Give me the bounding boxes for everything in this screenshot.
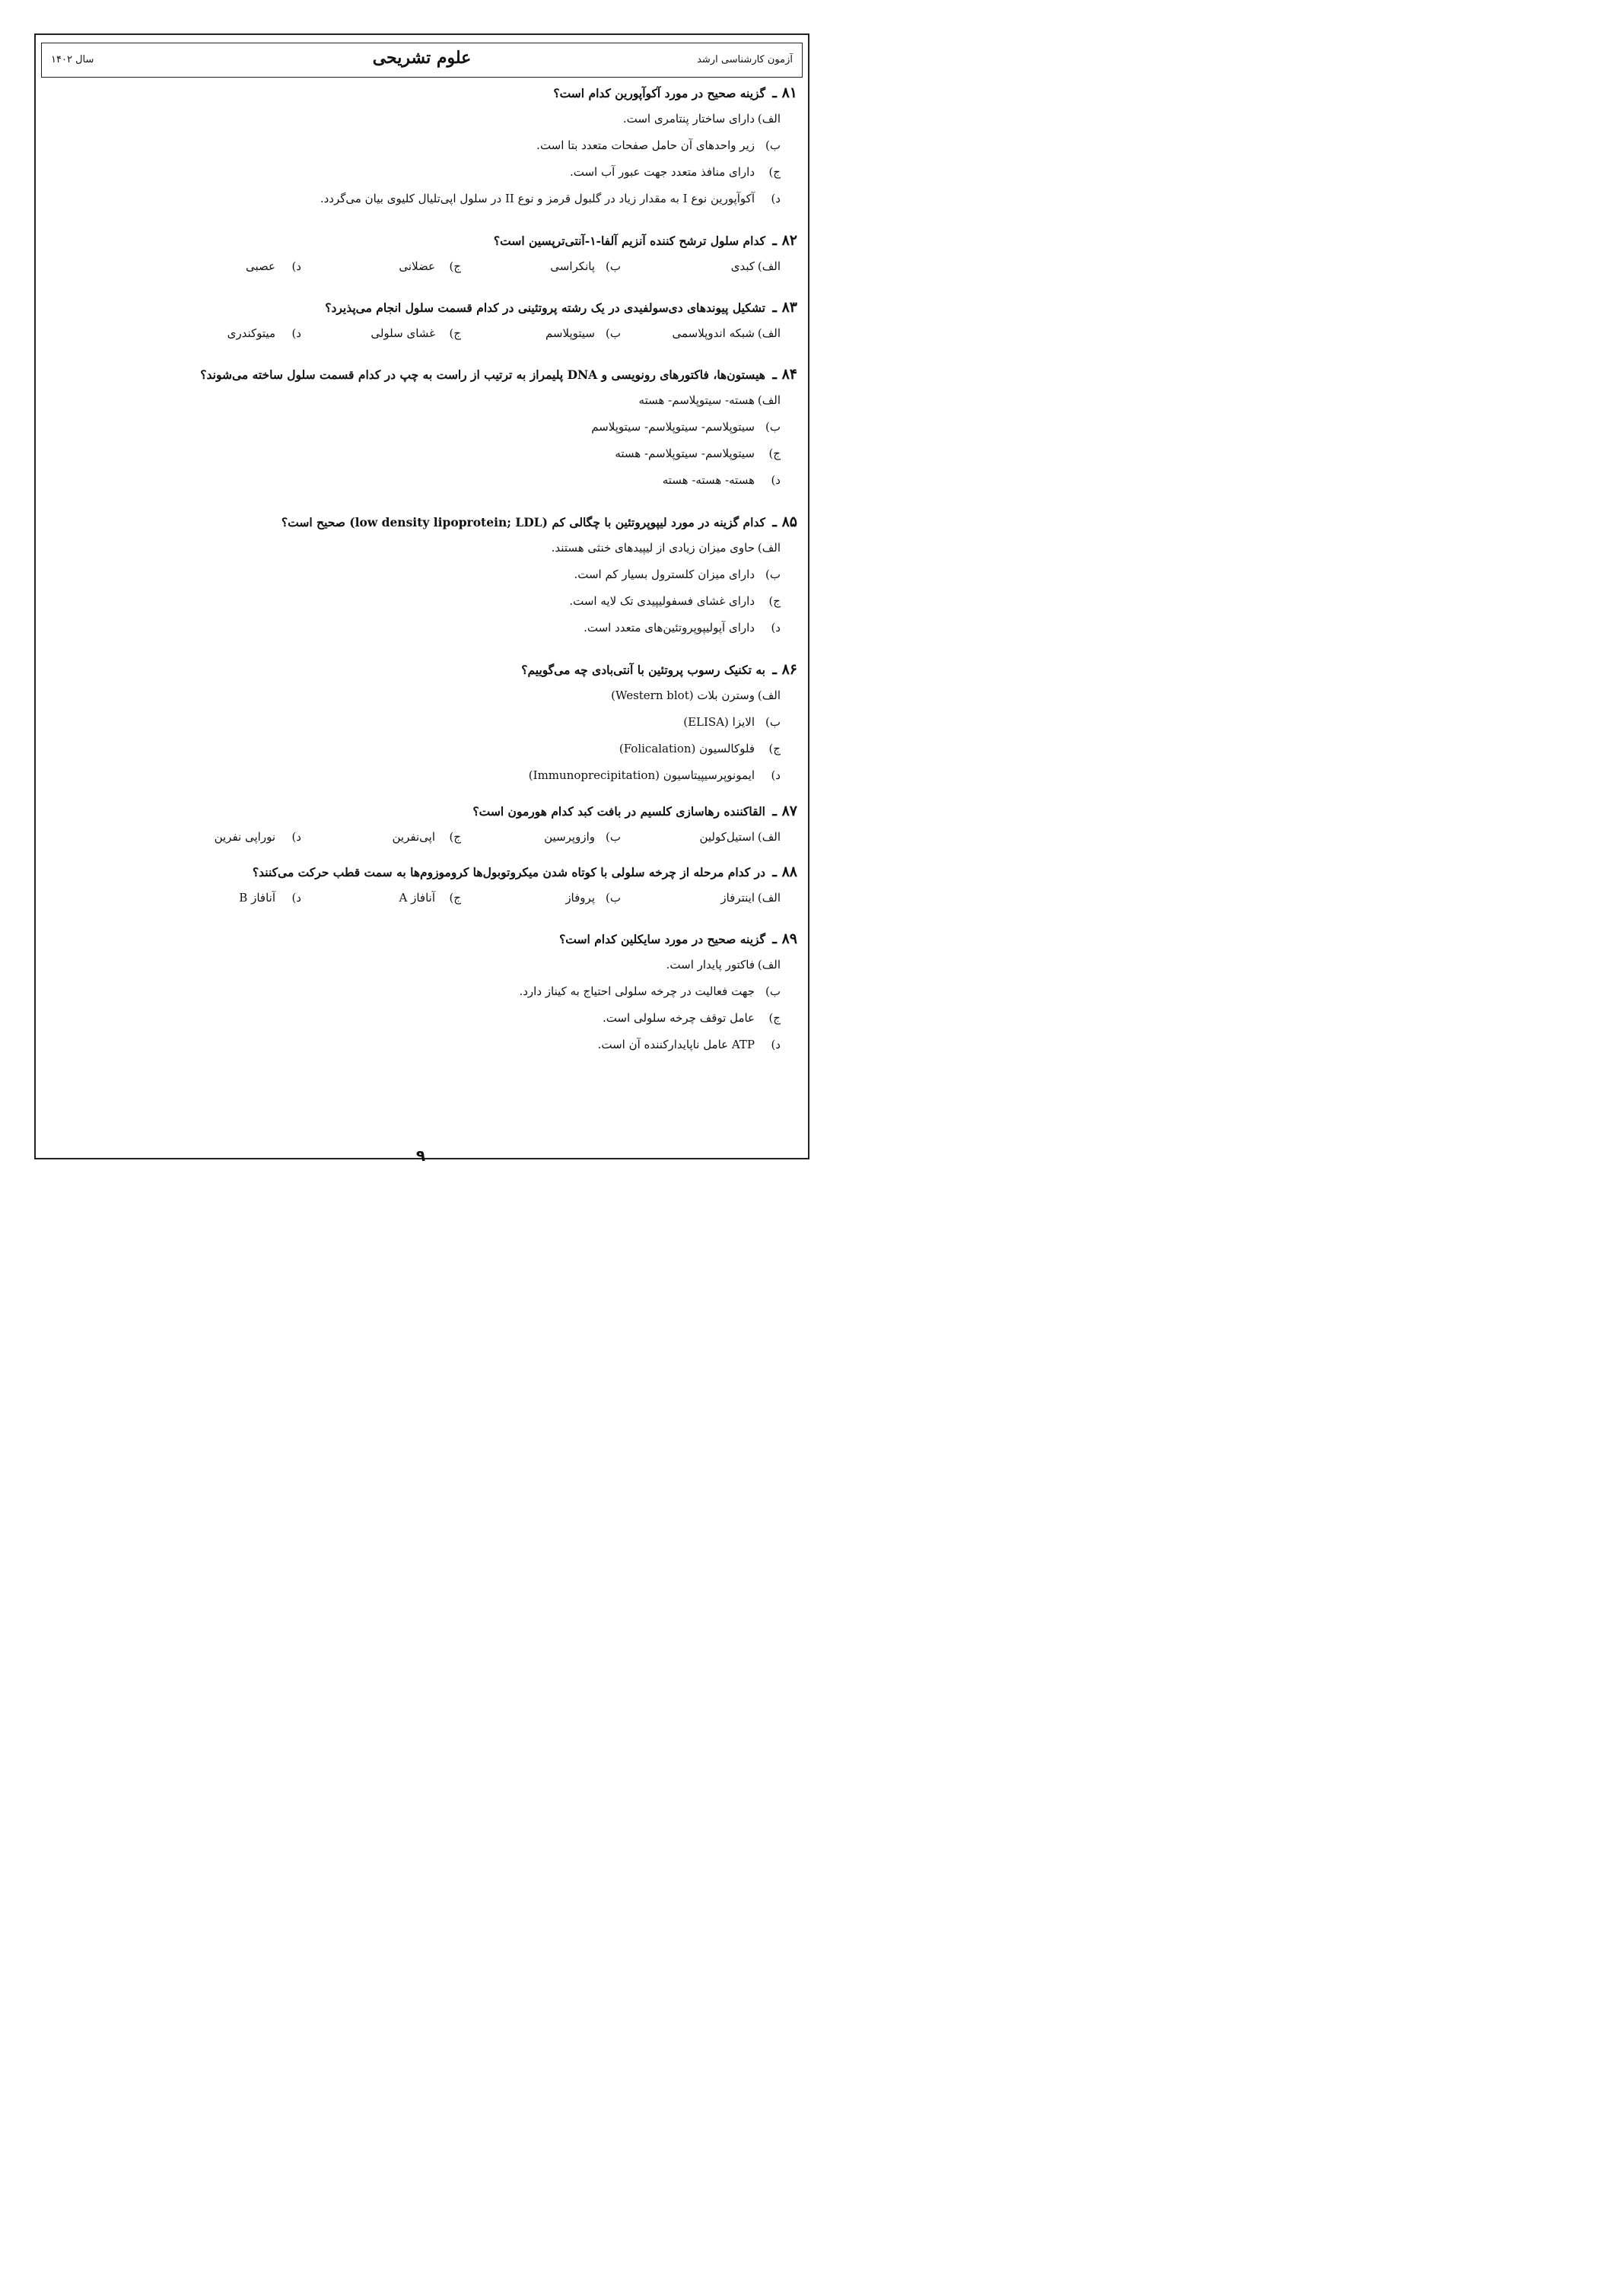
option-key: ج): [768, 594, 781, 608]
question-82: [46, 227, 797, 279]
option-key: ب): [765, 420, 781, 434]
option-key: د): [291, 259, 301, 273]
option-key: ب): [606, 830, 621, 844]
option-text: دارای ساختار پنتامری است.: [622, 112, 755, 126]
option-a: [621, 885, 781, 911]
option-c: [46, 736, 797, 762]
options-row: [46, 253, 797, 279]
option-key: ج): [449, 891, 461, 905]
question-text: گزینه صحیح در مورد آکوآپورین کدام است؟: [553, 86, 765, 100]
option-text: وسترن بلات (Western blot): [611, 688, 755, 702]
option-text: زیر واحدهای آن حامل صفحات متعدد بتا است.: [536, 138, 755, 152]
question-86: [46, 657, 797, 789]
option-c: [301, 824, 461, 850]
option-a: [46, 106, 797, 132]
option-d: [142, 253, 301, 279]
page-header: [41, 43, 803, 78]
option-key: د): [771, 192, 781, 205]
option-text: دارای منافذ متعدد جهت عبور آب است.: [569, 165, 755, 179]
exam-year: سال ۱۴۰۲: [51, 54, 94, 65]
option-key: ج): [449, 259, 461, 273]
question-stem: [46, 361, 797, 387]
option-c: [46, 588, 797, 615]
question-text: در کدام مرحله از چرخه سلولی با کوتاه شدن میکروتوبول‌ها کروموزوم‌ها به سمت قطب حرکت می‌کنند؟: [252, 865, 765, 879]
question-stem: [46, 798, 797, 824]
question-text: القاکننده رهاسازی کلسیم در بافت کبد کدام هورمون است؟: [472, 804, 765, 819]
option-key: د): [291, 891, 301, 905]
option-c: [301, 253, 461, 279]
option-text: جهت فعالیت در چرخه سلولی احتیاج به کیناز دارد.: [519, 984, 755, 998]
option-text: دارای غشای فسفولیپیدی تک لایه است.: [569, 594, 755, 608]
question-stem: [46, 926, 797, 952]
option-text: حاوی میزان زیادی از لیپیدهای خنثی هستند.: [551, 541, 755, 555]
option-key: ج): [768, 742, 781, 755]
question-81: [46, 80, 797, 212]
page-number: ۹: [415, 1146, 426, 1165]
option-text: الایزا (ELISA): [683, 715, 755, 729]
option-text: کبدی: [730, 259, 755, 273]
option-key: الف): [757, 259, 781, 273]
option-b: [46, 709, 797, 736]
question-text: به تکنیک رسوب پروتئین با آنتی‌بادی چه می‌گوییم؟: [521, 663, 765, 677]
options-row: [46, 320, 797, 346]
options-row: [46, 885, 797, 911]
option-key: د): [771, 768, 781, 782]
exam-name: آزمون کارشناسی ارشد: [697, 54, 793, 65]
question-88: [46, 859, 797, 911]
option-key: الف): [757, 541, 781, 555]
option-b: [461, 885, 621, 911]
questions-container: [46, 80, 797, 1058]
option-b: [461, 824, 621, 850]
option-a: [46, 682, 797, 709]
question-84: [46, 361, 797, 494]
option-key: د): [771, 1038, 781, 1051]
option-c: [301, 320, 461, 346]
option-key: ب): [606, 326, 621, 340]
option-a: [621, 253, 781, 279]
option-key: الف): [757, 326, 781, 340]
option-d: [142, 824, 301, 850]
option-c: [46, 440, 797, 467]
question-stem: [46, 294, 797, 320]
option-text: عصبی: [246, 259, 275, 273]
question-text: هیستون‌ها، فاکتورهای رونویسی و DNA پلیمراز به ترتیب از راست به چپ در کدام قسمت سلول ساخته می‌شوند؟: [200, 367, 765, 382]
option-text: عضلانی: [399, 259, 435, 273]
option-key: ج): [768, 447, 781, 460]
option-b: [46, 414, 797, 440]
subject-title: علوم تشریحی: [372, 48, 472, 68]
option-text: پروفاز: [565, 891, 595, 905]
option-d: [142, 885, 301, 911]
option-text: اپی‌نفرین: [392, 830, 435, 844]
question-83: [46, 294, 797, 346]
option-key: د): [291, 830, 301, 844]
option-key: ب): [765, 568, 781, 581]
option-text: سیتوپلاسم- سیتوپلاسم- هسته: [615, 447, 755, 460]
option-a: [621, 320, 781, 346]
question-number: ۸۱ ـ: [772, 84, 797, 101]
question-85: [46, 509, 797, 641]
footer-rule-left: [34, 1158, 390, 1159]
option-key: ب): [765, 138, 781, 152]
question-number: ۸۶ ـ: [772, 661, 797, 678]
footer-rule-right: [449, 1158, 809, 1159]
option-text: غشای سلولی: [371, 326, 435, 340]
option-key: ج): [449, 326, 461, 340]
option-b: [461, 253, 621, 279]
option-key: ج): [449, 830, 461, 844]
option-d: [46, 615, 797, 641]
option-text: اینترفاز: [720, 891, 755, 905]
option-key: د): [771, 621, 781, 634]
option-text: پانکراسی: [550, 259, 595, 273]
question-stem: [46, 227, 797, 253]
option-a: [46, 952, 797, 978]
option-text: سیتوپلاسم- سیتوپلاسم- سیتوپلاسم: [591, 420, 755, 434]
question-text: کدام گزینه در مورد لیپوپروتئین با چگالی کم (low density lipoprotein; LDL) صحیح است؟: [281, 515, 765, 529]
option-b: [46, 132, 797, 159]
option-key: د): [771, 473, 781, 487]
option-text: هسته- سیتوپلاسم- هسته: [638, 393, 755, 407]
option-text: دارای آپولیپوپروتئین‌های متعدد است.: [584, 621, 755, 634]
option-key: ب): [765, 715, 781, 729]
question-stem: [46, 657, 797, 682]
option-key: ج): [768, 1011, 781, 1025]
option-b: [461, 320, 621, 346]
question-stem: [46, 859, 797, 885]
question-stem: [46, 80, 797, 106]
option-text: فاکتور پایدار است.: [666, 958, 755, 972]
option-b: [46, 561, 797, 588]
option-a: [46, 535, 797, 561]
option-key: الف): [757, 112, 781, 126]
question-number: ۸۹ ـ: [772, 930, 797, 947]
question-89: [46, 926, 797, 1058]
option-text: وازوپرسین: [544, 830, 595, 844]
question-number: ۸۲ ـ: [772, 232, 797, 249]
option-text: شبکه اندوپلاسمی: [672, 326, 755, 340]
option-text: آنافاز B: [239, 891, 275, 905]
option-key: ب): [606, 259, 621, 273]
option-key: الف): [757, 393, 781, 407]
option-d: [46, 186, 797, 212]
question-text: تشکیل پیوندهای دی‌سولفیدی در یک رشته پروتئینی در کدام قسمت سلول انجام می‌پذیرد؟: [325, 301, 765, 315]
option-d: [46, 1032, 797, 1058]
option-d: [46, 762, 797, 789]
question-stem: [46, 509, 797, 535]
option-text: سیتوپلاسم: [545, 326, 595, 340]
option-c: [46, 1005, 797, 1032]
option-b: [46, 978, 797, 1005]
option-a: [621, 824, 781, 850]
option-key: ب): [765, 984, 781, 998]
option-key: الف): [757, 958, 781, 972]
option-text: فلوکالسیون (Folicalation): [619, 742, 755, 755]
option-key: الف): [757, 830, 781, 844]
question-text: کدام سلول ترشح کننده آنزیم آلفا-۱-آنتی‌ترپسین است؟: [493, 234, 765, 248]
question-number: ۸۵ ـ: [772, 514, 797, 530]
options-row: [46, 824, 797, 850]
option-a: [46, 387, 797, 414]
option-text: دارای میزان کلسترول بسیار کم است.: [574, 568, 755, 581]
option-text: آنافاز A: [399, 891, 435, 905]
question-87: [46, 798, 797, 850]
option-text: ATP عامل ناپایدارکننده آن است.: [597, 1038, 755, 1051]
option-text: نوراپی نفرین: [214, 830, 275, 844]
option-text: هسته- هسته- هسته: [662, 473, 755, 487]
option-d: [46, 467, 797, 494]
question-text: گزینه صحیح در مورد سایکلین کدام است؟: [559, 932, 765, 946]
option-d: [142, 320, 301, 346]
option-key: ب): [606, 891, 621, 905]
question-number: ۸۴ ـ: [772, 366, 797, 383]
option-key: ج): [768, 165, 781, 179]
option-text: استیل‌کولین: [699, 830, 755, 844]
question-number: ۸۷ ـ: [772, 803, 797, 819]
option-key: الف): [757, 891, 781, 905]
question-number: ۸۳ ـ: [772, 299, 797, 316]
option-key: د): [291, 326, 301, 340]
option-key: الف): [757, 688, 781, 702]
option-text: عامل توقف چرخه سلولی است.: [602, 1011, 755, 1025]
option-text: آکوآپورین نوع I به مقدار زیاد در گلبول قرمز و نوع II در سلول اپی‌تلیال کلیوی بیان می‌گردد.: [320, 192, 755, 205]
option-text: ایمونوپرسیپیتاسیون (Immunoprecipitation): [528, 768, 755, 782]
question-number: ۸۸ ـ: [772, 863, 797, 880]
option-c: [301, 885, 461, 911]
option-text: میتوکندری: [227, 326, 275, 340]
option-c: [46, 159, 797, 186]
